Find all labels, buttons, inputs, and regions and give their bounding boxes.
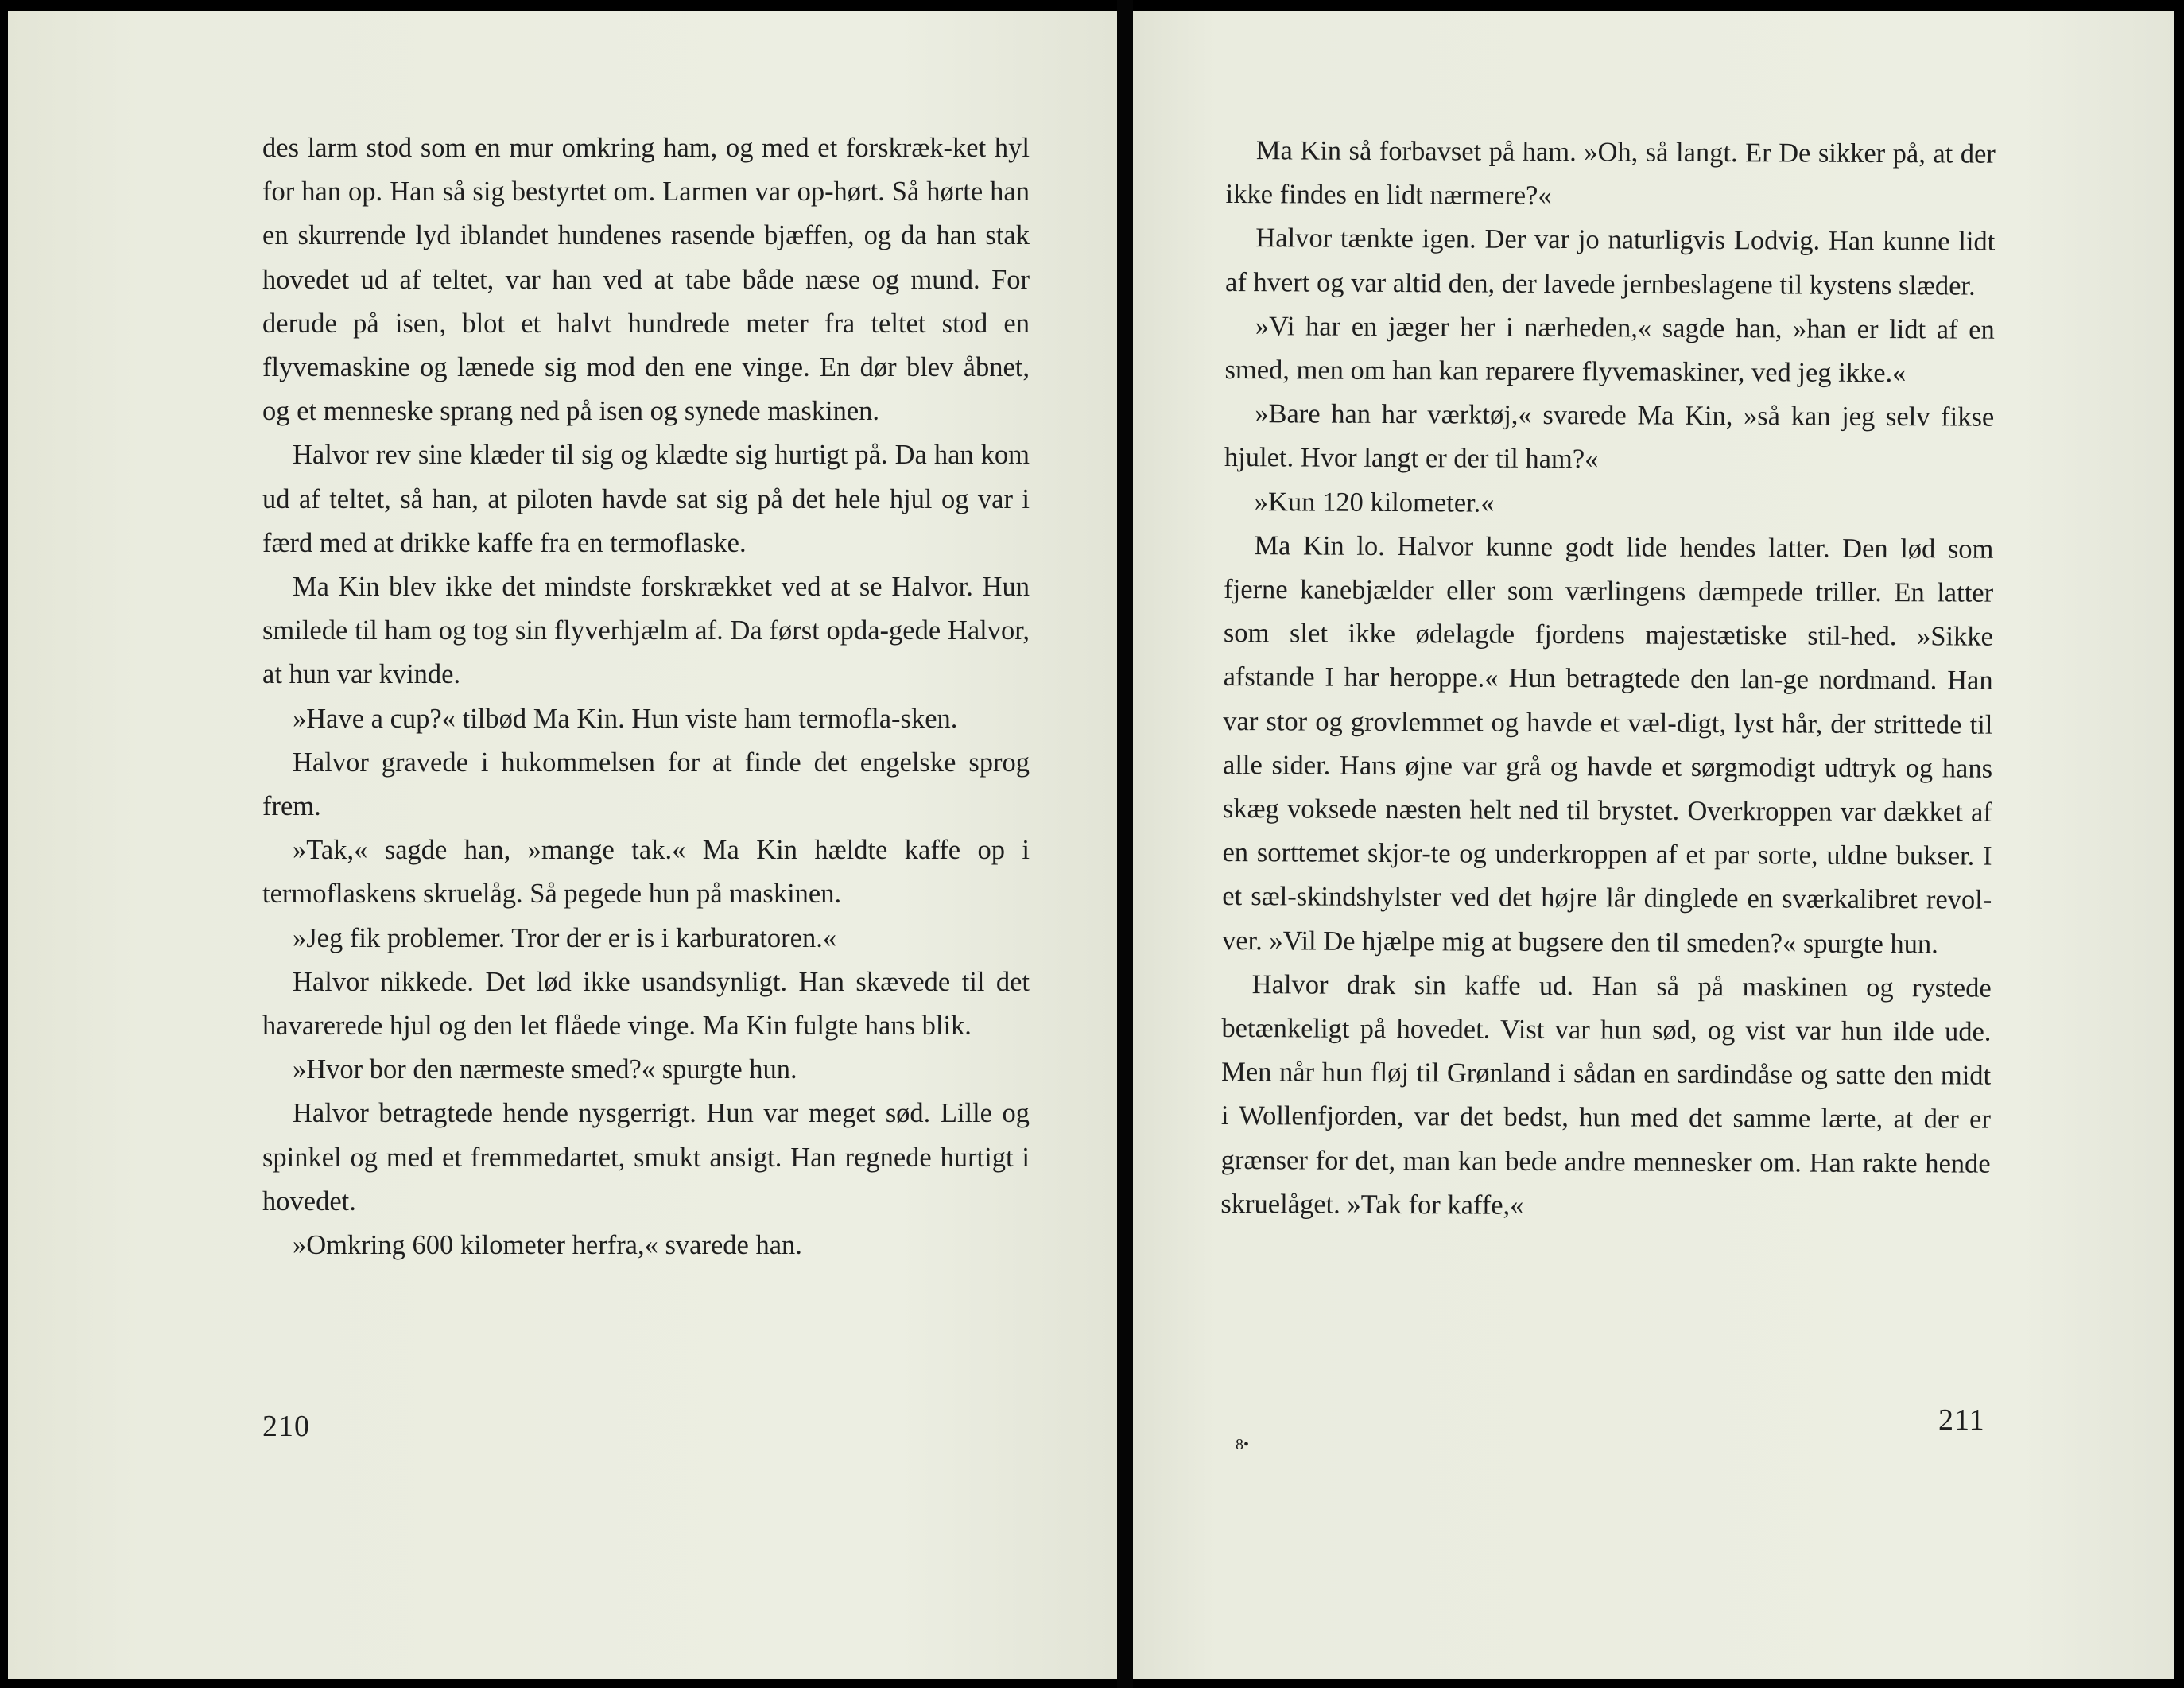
paragraph: Halvor betragtede hende nysgerrigt. Hun var meget sød. Lille og spinkel og med et fremmedartet, smukt ansigt. Han regnede hurtigt i hovedet. bbox=[262, 1098, 1030, 1217]
paragraph: Ma Kin blev ikke det mindste forskrækket ved at se Halvor. Hun smilede til ham og tog sin flyverhjælm af. Da først opda-gede Halvor, at hun var kvinde. bbox=[262, 572, 1030, 690]
page-number-left: 210 bbox=[262, 1410, 310, 1443]
paragraph: »Jeg fik problemer. Tror der er is i karburatoren.« bbox=[293, 922, 837, 953]
right-page-text bbox=[1220, 129, 1996, 1230]
paragraph: Halvor drak sin kaffe ud. Han så på maskinen og rystede betænkeligt på hovedet. Vist var hun sød, og vist var hun ilde ude. Men når hun fløj til Grønland i sådan en sardindåse og satte den midt i Wollenfjorden, var det bedst, hun med det samme lærte, at der er grænser for det, man kan bede andre mennesker om. Han rakte hende skruelåget. »Tak for kaffe,« bbox=[1220, 969, 1992, 1220]
paragraph: Halvor gravede i hukommelsen for at finde det engelske sprog frem. bbox=[262, 747, 1030, 822]
right-page bbox=[1133, 11, 2174, 1679]
paragraph: Ma Kin så forbavset på ham. »Oh, så langt. Er De sikker på, at der ikke findes en lidt nærmere?« bbox=[1225, 135, 1996, 211]
paragraph: »Hvor bor den nærmeste smed?« spurgte hun. bbox=[293, 1054, 797, 1085]
signature-mark: 8• bbox=[1236, 1436, 1250, 1453]
page-number-right: 211 bbox=[1938, 1403, 1985, 1437]
paragraph: Ma Kin lo. Halvor kunne godt lide hendes latter. Den lød som fjerne kanebjælder eller som værlingens dæmpede triller. En latter som slet ikke ødelagde fjordens majestætiske stil-hed. »Sikke afstande I har heroppe.« Hun betragtede den lan-ge nordmand. Han var stor og grovlemmet og havde et væl-digt, lyst hår, der strittede til alle sider. Hans øjne var grå og havde et sørgmodigt udtryk og hans skæg voksede næsten helt ned til brystet. Overkroppen var dækket af en sorttemet skjor-te og underkroppen af et par sorte, uldne bukser. I et sæl-skindshylster ved det højre lår dinglede en sværkalibret revol-ver. »Vil De hjælpe mig at bugsere den til smeden?« spurgte hun. bbox=[1221, 530, 1994, 960]
paragraph: Halvor nikkede. Det lød ikke usandsynligt. Han skævede til det havarerede hjul og den let flåede vinge. Ma Kin fulgte hans blik. bbox=[262, 966, 1030, 1042]
paragraph: »Have a cup?« tilbød Ma Kin. Hun viste ham termofla-sken. bbox=[293, 703, 958, 734]
paragraph: »Tak,« sagde han, »mange tak.« Ma Kin hældte kaffe op i termoflaskens skruelåg. Så pegede hun på maskinen. bbox=[262, 835, 1030, 910]
paragraph: Halvor rev sine klæder til sig og klædte sig hurtigt på. Da han kom ud af teltet, så han, at piloten havde sat sig på det hele hjul og var i færd med at drikke kaffe fra en termoflaske. bbox=[262, 440, 1030, 558]
paragraph: »Omkring 600 kilometer herfra,« svarede han. bbox=[293, 1230, 802, 1261]
left-page-text bbox=[262, 126, 1030, 1267]
paragraph: »Kun 120 kilometer.« bbox=[1254, 486, 1495, 518]
paragraph: »Bare han har værktøj,« svarede Ma Kin, »så kan jeg selv fikse hjulet. Hvor langt er der til ham?« bbox=[1224, 398, 1995, 475]
paragraph: »Vi har en jæger her i nærheden,« sagde han, »han er lidt af en smed, men om han kan reparere flyvemaskiner, ved jeg ikke.« bbox=[1224, 310, 1995, 389]
book-gutter bbox=[1117, 0, 1133, 1688]
left-page bbox=[8, 11, 1117, 1679]
paragraph: des larm stod som en mur omkring ham, og med et forskræk-ket hyl for han op. Han så sig bestyrtet om. Larmen var op-hørt. Så hørte han en skurrende lyd iblandet hundenes rasende bjæffen, og da han stak hovedet ud af teltet, var han ved at tabe både næse og mund. For derude på isen, blot et halvt hundrede meter fra teltet stod en flyvemaskine og lænede sig mod den ene vinge. En dør blev åbnet, og et menneske sprang ned på isen og synede maskinen. bbox=[262, 133, 1030, 427]
paragraph: Halvor tænkte igen. Der var jo naturligvis Lodvig. Han kunne lidt af hvert og var altid den, der lavede jernbeslagene til kystens slæder. bbox=[1224, 223, 1996, 301]
